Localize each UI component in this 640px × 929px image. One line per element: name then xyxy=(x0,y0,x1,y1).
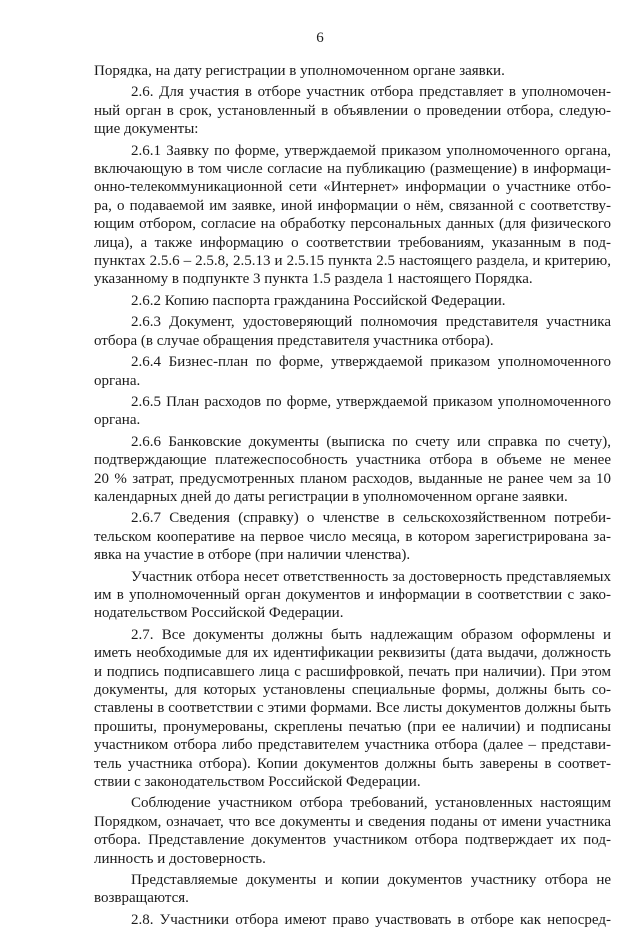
text-line: 2.6.6 Банковские документы (выписка по счету или справка по счету), xyxy=(131,433,611,450)
text-line: пунктах 2.5.6 – 2.5.8, 2.5.13 и 2.5.15 пункта 2.5 настоящего раздела, и критерию, xyxy=(94,253,611,270)
text-line: Соблюдение участником отбора требований, установленных настоящим xyxy=(131,795,611,812)
text-line: явка на участие в отборе (при наличии членства). xyxy=(94,547,411,564)
text-line: указанному в подпункте 3 пункта 1.5 раздела 1 настоящего Порядка. xyxy=(94,271,533,288)
text-line: щие документы: xyxy=(94,121,199,138)
text-line: Представляемые документы и копии документов участнику отбора не xyxy=(131,872,611,889)
text-line: Участник отбора несет ответственность за достоверность представляемых xyxy=(131,568,611,585)
text-line: 2.6.7 Сведения (справку) о членстве в сельскохозяйственном потреби- xyxy=(131,510,611,527)
text-line: 2.6.2 Копию паспорта гражданина Российской Федерации. xyxy=(131,292,506,309)
paragraph-p2-6-6 xyxy=(94,433,611,507)
text-line: 2.6.1 Заявку по форме, утверждаемой приказом уполномоченного органа, xyxy=(131,142,611,159)
text-line: ставлены в соответствии с этими формами. Все листы документов должны быть xyxy=(94,700,611,717)
document-body xyxy=(94,62,611,929)
text-line: органа. xyxy=(94,372,141,389)
text-line: 2.8. Участники отбора имеют право участвовать в отборе как непосред- xyxy=(131,911,611,928)
text-line: прошиты, пронумерованы, скреплены печатью (при ее наличии) и подписаны xyxy=(94,718,611,735)
paragraph-p2-6 xyxy=(94,83,611,138)
text-line: тель участника отбора). Копии документов должны быть заверены в соответ- xyxy=(94,755,611,772)
paragraph-p2-6-2 xyxy=(94,292,611,310)
text-line: документы, для которых установлены специальные формы, должны быть со- xyxy=(94,682,611,698)
text-line: ющим отбором, согласие на обработку персональных данных (для физического xyxy=(94,216,611,233)
paragraph-p2-6-7 xyxy=(94,509,611,564)
text-line: онно-телекоммуникационной сети «Интернет» информации о участнике отбо- xyxy=(94,179,611,196)
text-line: участником отбора либо представителем участника отбора (далее – представи- xyxy=(94,737,611,754)
text-line: отбора. Представление документов участником отбора подтверждает их под- xyxy=(94,832,611,849)
text-line: и подпись подписавшего лица с расшифровкой, печать при наличии). При этом xyxy=(94,663,611,680)
text-line: подтверждающие платежеспособность участника отбора в объеме не менее xyxy=(94,452,611,469)
text-line: 2.6.5 План расходов по форме, утверждаемой приказом уполномоченного xyxy=(131,393,611,410)
text-line: ный орган в срок, установленный в объявлении о проведении отбора, следую- xyxy=(94,102,611,119)
text-line: 2.6. Для участия в отборе участник отбора представляет в уполномочен- xyxy=(131,84,611,101)
text-line: ра, о подаваемой им заявке, иной информации о нём, связанной с соответству- xyxy=(94,197,611,214)
text-line: календарных дней до даты регистрации в уполномоченном органе заявки. xyxy=(94,488,568,505)
text-line: Порядком, означает, что все документы и сведения поданы от имени участника xyxy=(94,813,611,830)
text-line: Порядка, на дату регистрации в уполномоченном органе заявки. xyxy=(94,63,505,79)
text-line: им в уполномоченный орган документов и информации в соответствии с зако- xyxy=(94,586,611,603)
text-line: 2.6.3 Документ, удостоверяющий полномочия представителя участника xyxy=(131,314,611,331)
text-line: ствии с законодательством Российской Федерации. xyxy=(94,774,421,791)
text-line: лица), а также информацию о соответствии требованиям, указанным в под- xyxy=(94,234,611,251)
text-line: линность и достоверность. xyxy=(94,850,266,867)
text-line: нодательством Российской Федерации. xyxy=(94,605,344,622)
paragraph-p2-6-5 xyxy=(94,393,611,430)
text-line: органа. xyxy=(94,412,141,429)
text-line: включающую в том числе согласие на публикацию (размещение) в информаци- xyxy=(94,161,611,178)
text-line: отбора (в случае обращения представителя участника отбора). xyxy=(94,332,494,349)
text-line: иметь необходимые для их идентификации реквизиты (дата выдачи, должность xyxy=(94,645,611,662)
paragraph-p-resp xyxy=(94,568,611,623)
paragraph-p-return xyxy=(94,871,611,908)
paragraph-p2-8 xyxy=(94,911,611,929)
paragraph-p-compl xyxy=(94,794,611,868)
paragraph-cont xyxy=(94,62,611,80)
text-line: тельском кооперативе на первое число месяца, в котором зарегистрирована за- xyxy=(94,528,611,545)
paragraph-p2-6-1 xyxy=(94,142,611,289)
paragraph-p2-6-4 xyxy=(94,353,611,390)
text-line: 2.7. Все документы должны быть надлежащим образом оформлены и xyxy=(131,626,611,643)
page-number: 6 xyxy=(316,30,324,46)
text-line: 20 % затрат, предусмотренных планом расходов, выданные не ранее чем за 10 xyxy=(94,470,611,487)
paragraph-p2-7 xyxy=(94,626,611,792)
text-line: возвращаются. xyxy=(94,890,189,907)
paragraph-p2-6-3 xyxy=(94,313,611,350)
text-line: 2.6.4 Бизнес-план по форме, утверждаемой приказом уполномоченного xyxy=(131,354,611,371)
